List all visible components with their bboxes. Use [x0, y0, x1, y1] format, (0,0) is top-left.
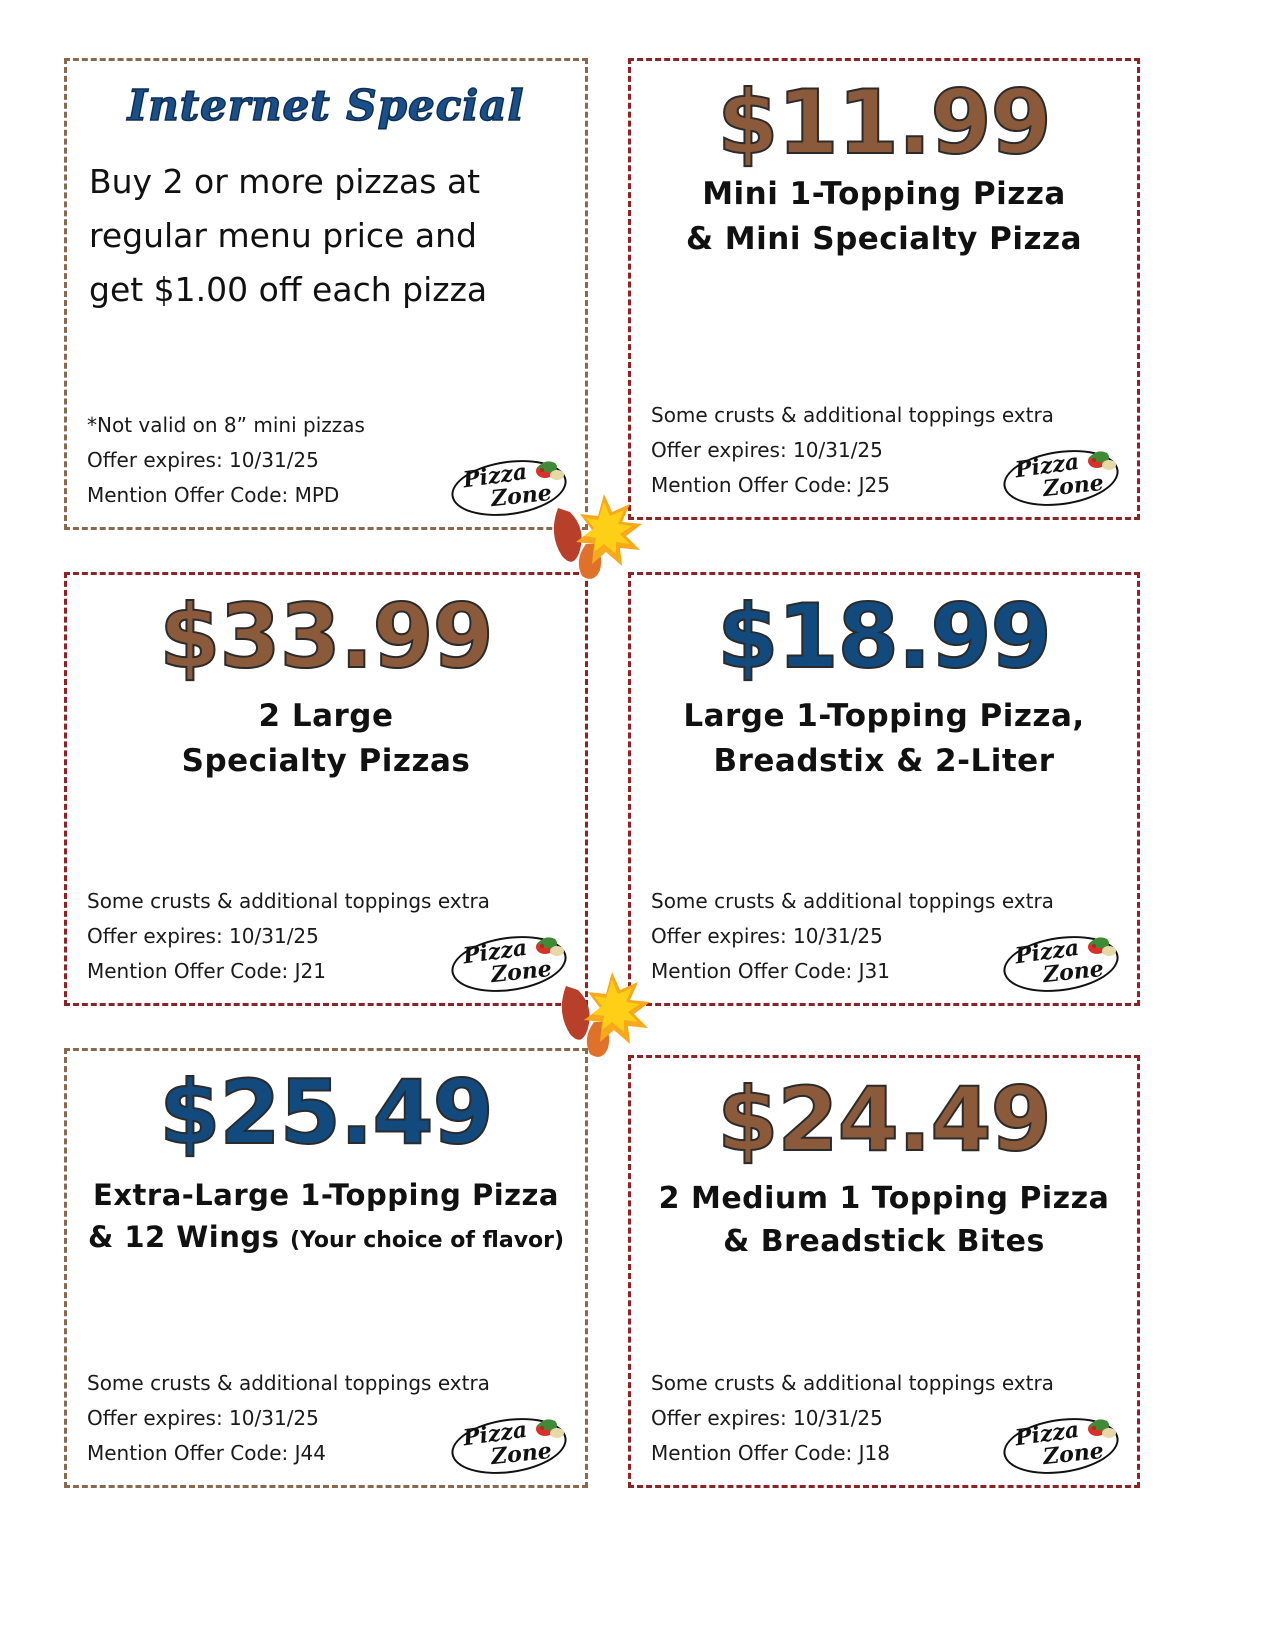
logo-word-zone: Zone: [489, 1437, 553, 1471]
coupon-price: $25.49: [159, 1061, 493, 1164]
coupon-headline-line: Specialty Pizzas: [181, 742, 471, 779]
vegetable-icon: [1085, 931, 1119, 961]
fine-print-line: Mention Offer Code: MPD: [87, 483, 340, 507]
coupon-price: $24.49: [717, 1068, 1051, 1171]
fine-print-line: Offer expires: 10/31/25: [651, 1406, 883, 1430]
coupon-headline-line-2: [87, 1217, 565, 1257]
coupon-mini-combo[interactable]: [628, 58, 1140, 520]
fine-print-line: Offer expires: 10/31/25: [651, 438, 883, 462]
coupon-body-line: get $1.00 off each pizza: [89, 269, 488, 309]
coupon-headline-line: Mini 1-Topping Pizza: [702, 176, 1066, 212]
coupon-headline-line: Extra-Large 1-Topping Pizza: [93, 1178, 559, 1212]
logo-word-zone: Zone: [1041, 469, 1105, 503]
coupon-body-line: Buy 2 or more pizzas at: [89, 162, 481, 201]
logo-word-pizza: Pizza: [1013, 448, 1081, 484]
fine-print-line: Mention Offer Code: J44: [87, 1441, 326, 1465]
logo-word-pizza: Pizza: [461, 458, 529, 494]
fine-print-line: Some crusts & additional toppings extra: [651, 403, 1054, 427]
logo-word-pizza: Pizza: [1013, 934, 1081, 970]
fine-print-line: Some crusts & additional toppings extra: [651, 1371, 1054, 1395]
coupon-body-line: regular menu price and: [89, 215, 477, 255]
fine-print-line: Offer expires: 10/31/25: [87, 1406, 319, 1430]
fine-print-line: Mention Offer Code: J18: [651, 1441, 890, 1465]
coupon-headline-line: 2 Medium 1 Topping Pizza: [658, 1181, 1110, 1216]
logo-word-zone: Zone: [1041, 955, 1105, 989]
fine-print-line: Some crusts & additional toppings extra: [87, 1371, 490, 1395]
coupon-price: $11.99: [717, 71, 1051, 174]
pizza-zone-logo: [1003, 931, 1121, 993]
coupon-price: $18.99: [717, 585, 1051, 688]
coupon-internet-special[interactable]: [64, 58, 588, 530]
pizza-zone-logo: [1003, 445, 1121, 507]
fine-print-line: Mention Offer Code: J31: [651, 959, 890, 983]
fine-print-line: *Not valid on 8” mini pizzas: [87, 413, 365, 437]
coupon-title: Internet Special: [127, 81, 525, 130]
coupon-headline-line: Large 1-Topping Pizza,: [683, 698, 1085, 734]
vegetable-icon: [533, 455, 567, 485]
logo-word-pizza: Pizza: [461, 1416, 529, 1452]
coupon-headline-line: 2 Large: [258, 698, 394, 734]
coupon-xl-wings[interactable]: [64, 1048, 588, 1488]
logo-word-zone: Zone: [489, 955, 553, 989]
vegetable-icon: [1085, 1413, 1119, 1443]
pizza-zone-logo: [1003, 1413, 1121, 1475]
coupon-price: $33.99: [159, 585, 493, 688]
fine-print-line: Offer expires: 10/31/25: [87, 924, 319, 948]
logo-word-pizza: Pizza: [461, 934, 529, 970]
pizza-zone-logo: [451, 1413, 569, 1475]
coupon-large-breadstix-2liter[interactable]: [628, 572, 1140, 1006]
vegetable-icon: [1085, 445, 1119, 475]
headline-small-text: (Your choice of flavor): [289, 1228, 565, 1254]
pizza-zone-logo: [451, 455, 569, 517]
pizza-zone-logo: [451, 931, 569, 993]
logo-word-zone: Zone: [1041, 1437, 1105, 1471]
fine-print-line: Mention Offer Code: J25: [651, 473, 890, 497]
fine-print-line: Some crusts & additional toppings extra: [87, 889, 490, 913]
coupon-headline-line: & Mini Specialty Pizza: [685, 220, 1083, 257]
logo-word-zone: Zone: [489, 479, 553, 513]
headline-main-text: & 12 Wings: [87, 1220, 290, 1255]
coupon-headline-line: & Breadstick Bites: [723, 1224, 1045, 1260]
fine-print-line: Offer expires: 10/31/25: [87, 448, 319, 472]
fine-print-line: Offer expires: 10/31/25: [651, 924, 883, 948]
fine-print-line: Mention Offer Code: J21: [87, 959, 326, 983]
logo-word-pizza: Pizza: [1013, 1416, 1081, 1452]
coupon-headline-line: Breadstix & 2-Liter: [713, 742, 1055, 779]
fine-print-line: Some crusts & additional toppings extra: [651, 889, 1054, 913]
vegetable-icon: [533, 931, 567, 961]
vegetable-icon: [533, 1413, 567, 1443]
coupon-two-large-specialty[interactable]: [64, 572, 588, 1006]
coupon-two-medium-breadstick-bites[interactable]: [628, 1055, 1140, 1488]
